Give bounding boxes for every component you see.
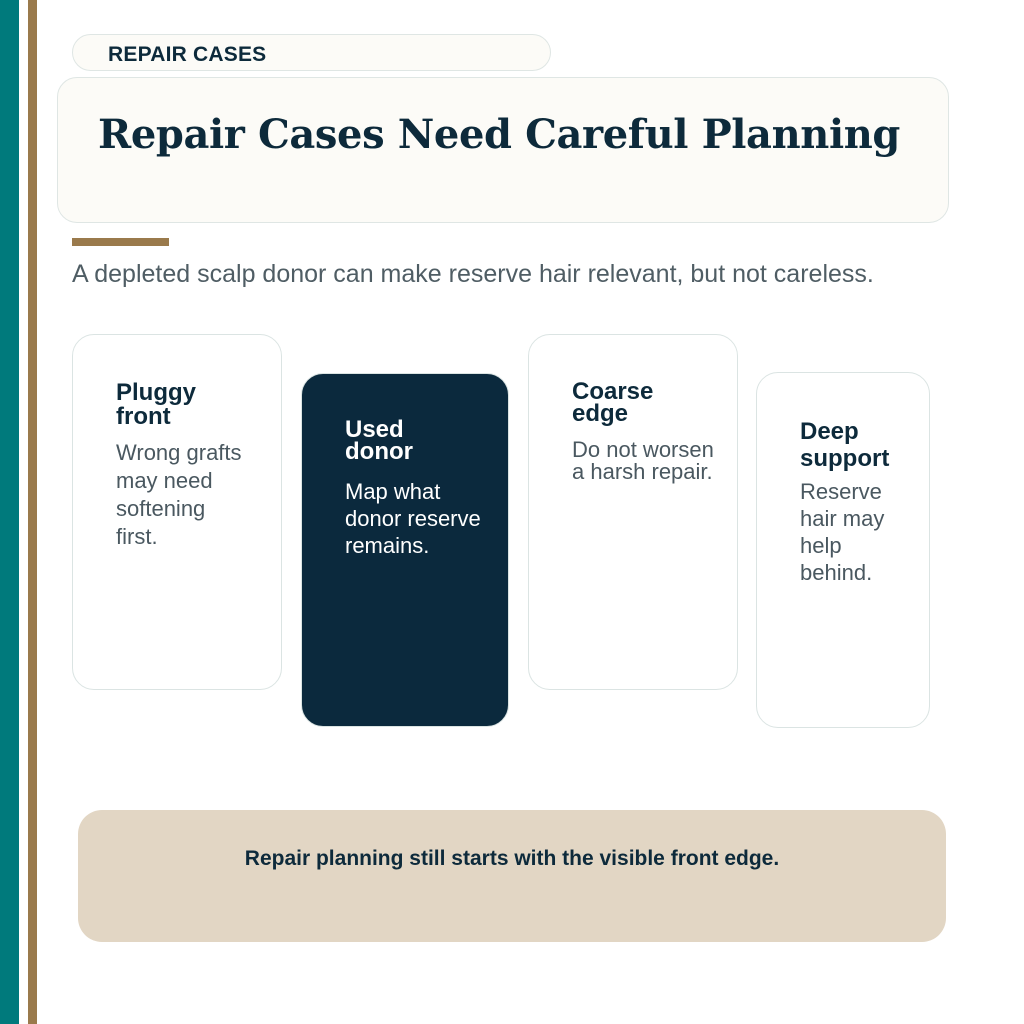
card-body: Reserve hair may help behind.: [800, 479, 885, 585]
footer-note: Repair planning still starts with the visible front edge.: [244, 847, 780, 870]
card-pluggy-front: [72, 334, 282, 690]
card-body: Map what donor reserve remains.: [345, 479, 481, 558]
footer-note-band: [78, 810, 946, 942]
section-label-pill: [72, 34, 551, 71]
section-label: REPAIR CASES: [108, 43, 267, 66]
card-body: Wrong grafts may need softening first.: [116, 440, 242, 549]
card-used-donor: [301, 373, 509, 727]
card-title: Used donor: [345, 416, 413, 465]
card-title: Coarse edge: [572, 378, 654, 427]
left-gold-stripe: [28, 0, 37, 1024]
accent-divider: [72, 238, 169, 246]
page-title: Repair Cases Need Careful Planning: [98, 111, 900, 158]
card-deep-support: [756, 372, 930, 728]
card-coarse-edge: [528, 334, 738, 690]
card-title: Pluggy front: [116, 379, 197, 430]
card-body: Do not worsen a harsh repair.: [572, 437, 714, 484]
card-title: Deep support: [800, 418, 890, 472]
left-teal-stripe: [0, 0, 19, 1024]
title-panel: [57, 77, 949, 223]
page-subtitle: A depleted scalp donor can make reserve hair relevant, but not careless.: [72, 260, 874, 288]
